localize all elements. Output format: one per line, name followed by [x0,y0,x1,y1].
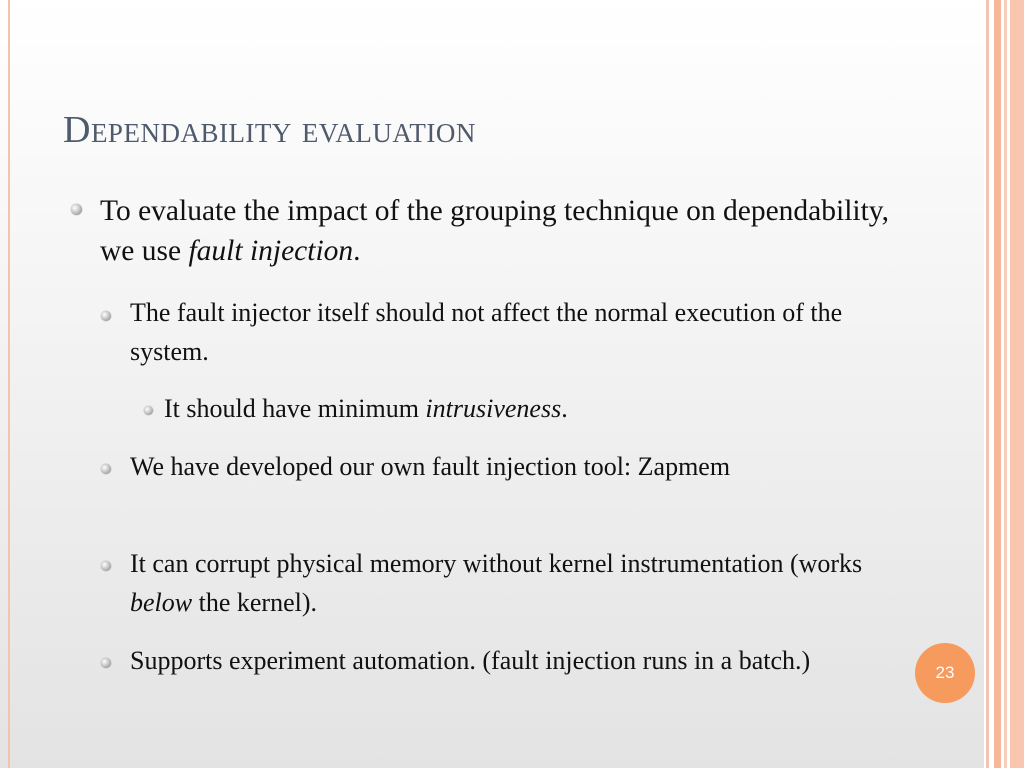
slide-number: 23 [935,663,955,682]
bullet-level2: Supports experiment automation. (fault injection runs in a batch.) [130,646,811,675]
bullet-icon [101,561,111,571]
bullet-icon [101,658,111,668]
bullet-level3: It should have minimum intrusiveness. [164,394,568,423]
bullet-level2: The fault injector itself should not affect the normal execution of the system. [130,298,843,366]
bullet-level1: To evaluate the impact of the grouping technique on dependability, we use fault injection. [100,195,889,267]
bullet-icon [144,406,153,415]
slide-title: Dependability evaluation [63,109,476,151]
bullet-icon [101,311,111,321]
bullet-icon [71,204,82,215]
slide-number-badge [915,643,975,703]
bullet-level2: It can corrupt physical memory without kernel instrumentation (works below the kernel). [130,549,863,617]
bullet-level2: We have developed our own fault injection tool: Zapmem [130,452,731,481]
bullet-icon [101,464,111,474]
